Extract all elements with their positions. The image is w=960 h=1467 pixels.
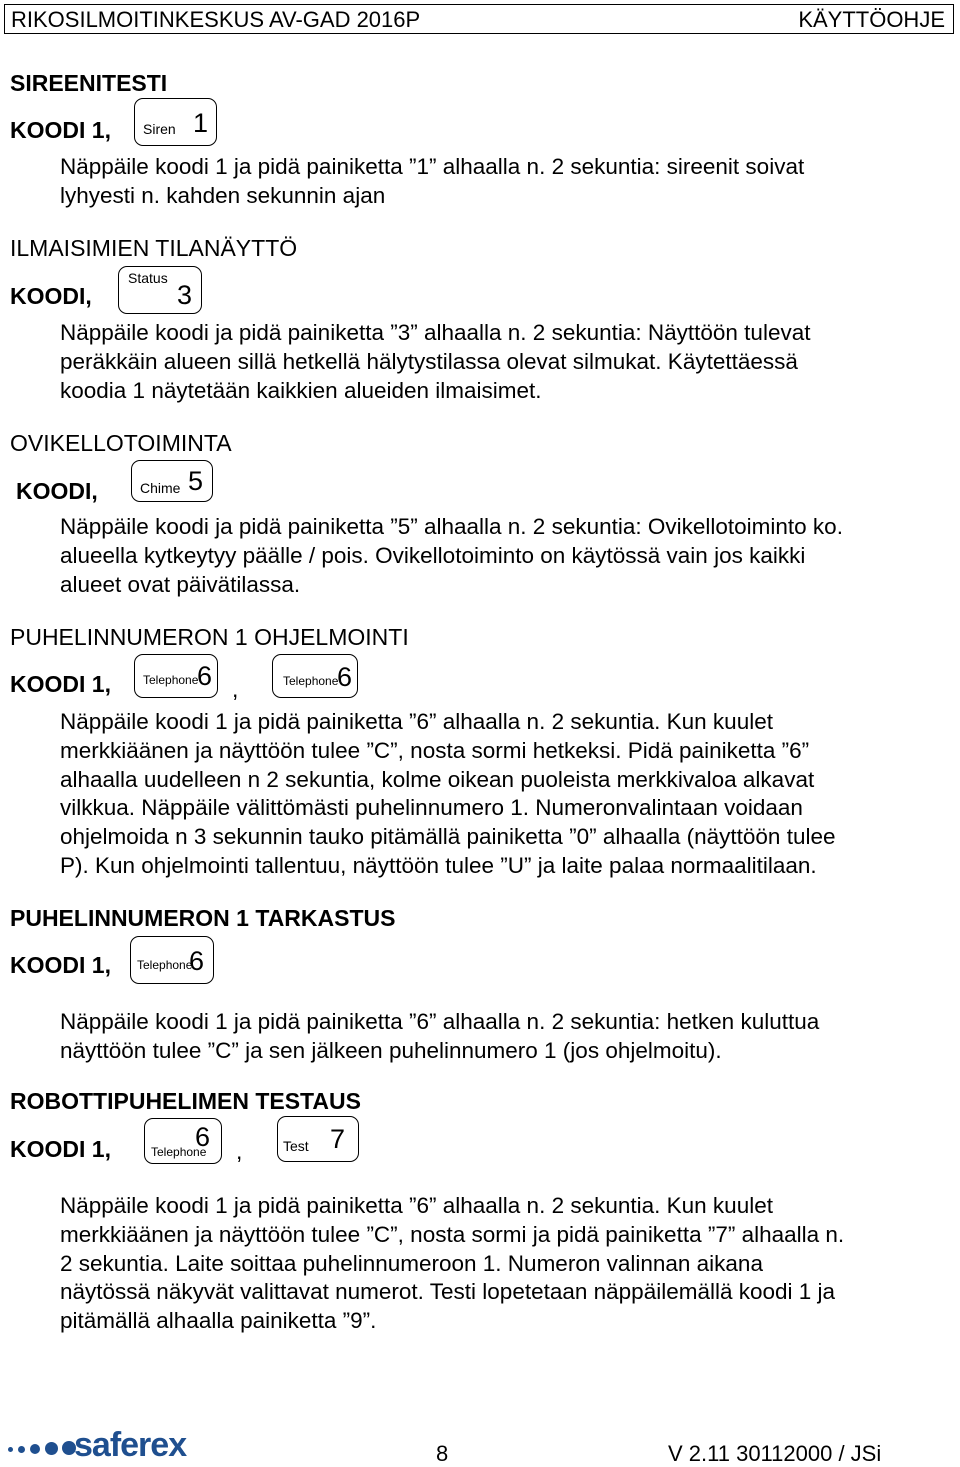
status-text: Näppäile koodi ja pidä painiketta ”3” alhaalla n. 2 sekuntia: Näyttöön tulevat peräkkäin alueen sillä hetkellä hälytystilassa olevat silmukat. Käytettäessä koodia 1 näytetään kaikkien alueiden ilmaisimet. bbox=[60, 320, 811, 403]
phone-prog-key-1-number: 6 bbox=[197, 661, 213, 691]
header-title: RIKOSILMOITINKESKUS AV-GAD 2016P bbox=[11, 7, 421, 32]
siren-code: KOODI 1, bbox=[10, 117, 111, 143]
status-key-number: 3 bbox=[177, 280, 193, 310]
chime-key-label: Chime bbox=[140, 480, 181, 496]
section-title-robot-test: ROBOTTIPUHELIMEN TESTAUS bbox=[10, 1088, 361, 1114]
version-info: V 2.11 30112000 / JSi bbox=[668, 1441, 882, 1466]
chime-code: KOODI, bbox=[16, 478, 98, 504]
phone-prog-key-2-number: 6 bbox=[337, 662, 353, 692]
robot-test-key-1 bbox=[144, 1118, 222, 1164]
logo-text: saferex bbox=[74, 1426, 187, 1464]
chime-text: Näppäile koodi ja pidä painiketta ”5” alhaalla n. 2 sekuntia: Ovikellotoiminto ko. alueella kytkeytyy päälle / pois. Ovikellotoiminto on käytössä vain jos kaikki alueet ovat päivätilassa. bbox=[60, 514, 843, 597]
header-doc-type: KÄYTTÖOHJE bbox=[798, 7, 945, 32]
robot-test-key-1-label: Telephone bbox=[151, 1145, 207, 1159]
section-title-chime: OVIKELLOTOIMINTA bbox=[10, 430, 232, 456]
phone-prog-key-1-label: Telephone bbox=[143, 673, 199, 687]
robot-test-separator: , bbox=[236, 1138, 243, 1164]
section-title-status: ILMAISIMIEN TILANÄYTTÖ bbox=[10, 235, 298, 261]
robot-test-code: KOODI 1, bbox=[10, 1136, 111, 1162]
siren-key-label: Siren bbox=[143, 121, 176, 137]
page-number: 8 bbox=[436, 1441, 449, 1466]
status-key-label: Status bbox=[128, 270, 168, 286]
phone-prog-key-2-label: Telephone bbox=[283, 674, 339, 688]
siren-key-number: 1 bbox=[193, 108, 209, 138]
phone-prog-key-2 bbox=[272, 654, 358, 698]
phone-check-key-label: Telephone bbox=[137, 958, 193, 972]
page-header bbox=[4, 4, 954, 34]
robot-test-text: Näppäile koodi 1 ja pidä painiketta ”6” alhaalla n. 2 sekuntia. Kun kuulet merkkiäänen ja näyttöön tulee ”C”, nosta sormi ja pidä painiketta ”7” alhaalla n. 2 sekuntia. Laite soittaa puhelinnumeroon 1. Numeron valinnan aikana näytössä näkyvät valittavat numerot. Testi lopetetaan näppäilemällä koodi 1 ja pitämällä alhaalla painiketta ”9”. bbox=[60, 1193, 845, 1334]
robot-test-key-2-number: 7 bbox=[330, 1124, 346, 1154]
phone-prog-text: Näppäile koodi 1 ja pidä painiketta ”6” alhaalla n. 2 sekuntia. Kun kuulet merkkiäänen ja näyttöön tulee ”C”, nosta sormi hetkeksi. Pidä painiketta ”6” alhaalla uudelleen n 2 sekuntia, kolme oikean puoleista merkkivaloa alkavat vilkkua. Näppäile välittömästi puhelinnumero 1. Numeronvalintaan voidaan ohjelmoida n 3 sekunnin tauko pitämällä painiketta ”0” alhaalla (näyttöön tulee P). Kun ohjelmointi tallentuu, näyttöön tulee ”U” ja laite palaa normaalitilaan. bbox=[60, 709, 836, 878]
phone-prog-code: KOODI 1, bbox=[10, 671, 111, 697]
status-key bbox=[118, 266, 202, 314]
phone-check-text: Näppäile koodi 1 ja pidä painiketta ”6” alhaalla n. 2 sekuntia: hetken kuluttua näyttöön tulee ”C” ja sen jälkeen puhelinnumero 1 (jos ohjelmoitu). bbox=[60, 1009, 820, 1063]
chime-key-number: 5 bbox=[188, 466, 204, 496]
phone-check-key bbox=[130, 936, 214, 984]
status-code: KOODI, bbox=[10, 283, 92, 309]
siren-key bbox=[134, 98, 217, 146]
phone-check-key-number: 6 bbox=[189, 946, 205, 976]
robot-test-key-2-label: Test bbox=[283, 1138, 309, 1154]
chime-key bbox=[131, 460, 213, 502]
phone-prog-key-1 bbox=[134, 654, 218, 698]
section-title-phone-check: PUHELINNUMERON 1 TARKASTUS bbox=[10, 905, 396, 931]
phone-prog-separator: , bbox=[232, 676, 239, 702]
robot-test-key-2 bbox=[277, 1116, 359, 1162]
section-title-phone-prog: PUHELINNUMERON 1 OHJELMOINTI bbox=[10, 624, 409, 650]
phone-check-code: KOODI 1, bbox=[10, 952, 111, 978]
robot-test-key-1-number: 6 bbox=[195, 1122, 211, 1152]
siren-text: Näppäile koodi 1 ja pidä painiketta ”1” alhaalla n. 2 sekuntia: sireenit soivat lyhyesti n. kahden sekunnin ajan bbox=[60, 154, 805, 208]
section-title-siren: SIREENITESTI bbox=[10, 70, 168, 96]
